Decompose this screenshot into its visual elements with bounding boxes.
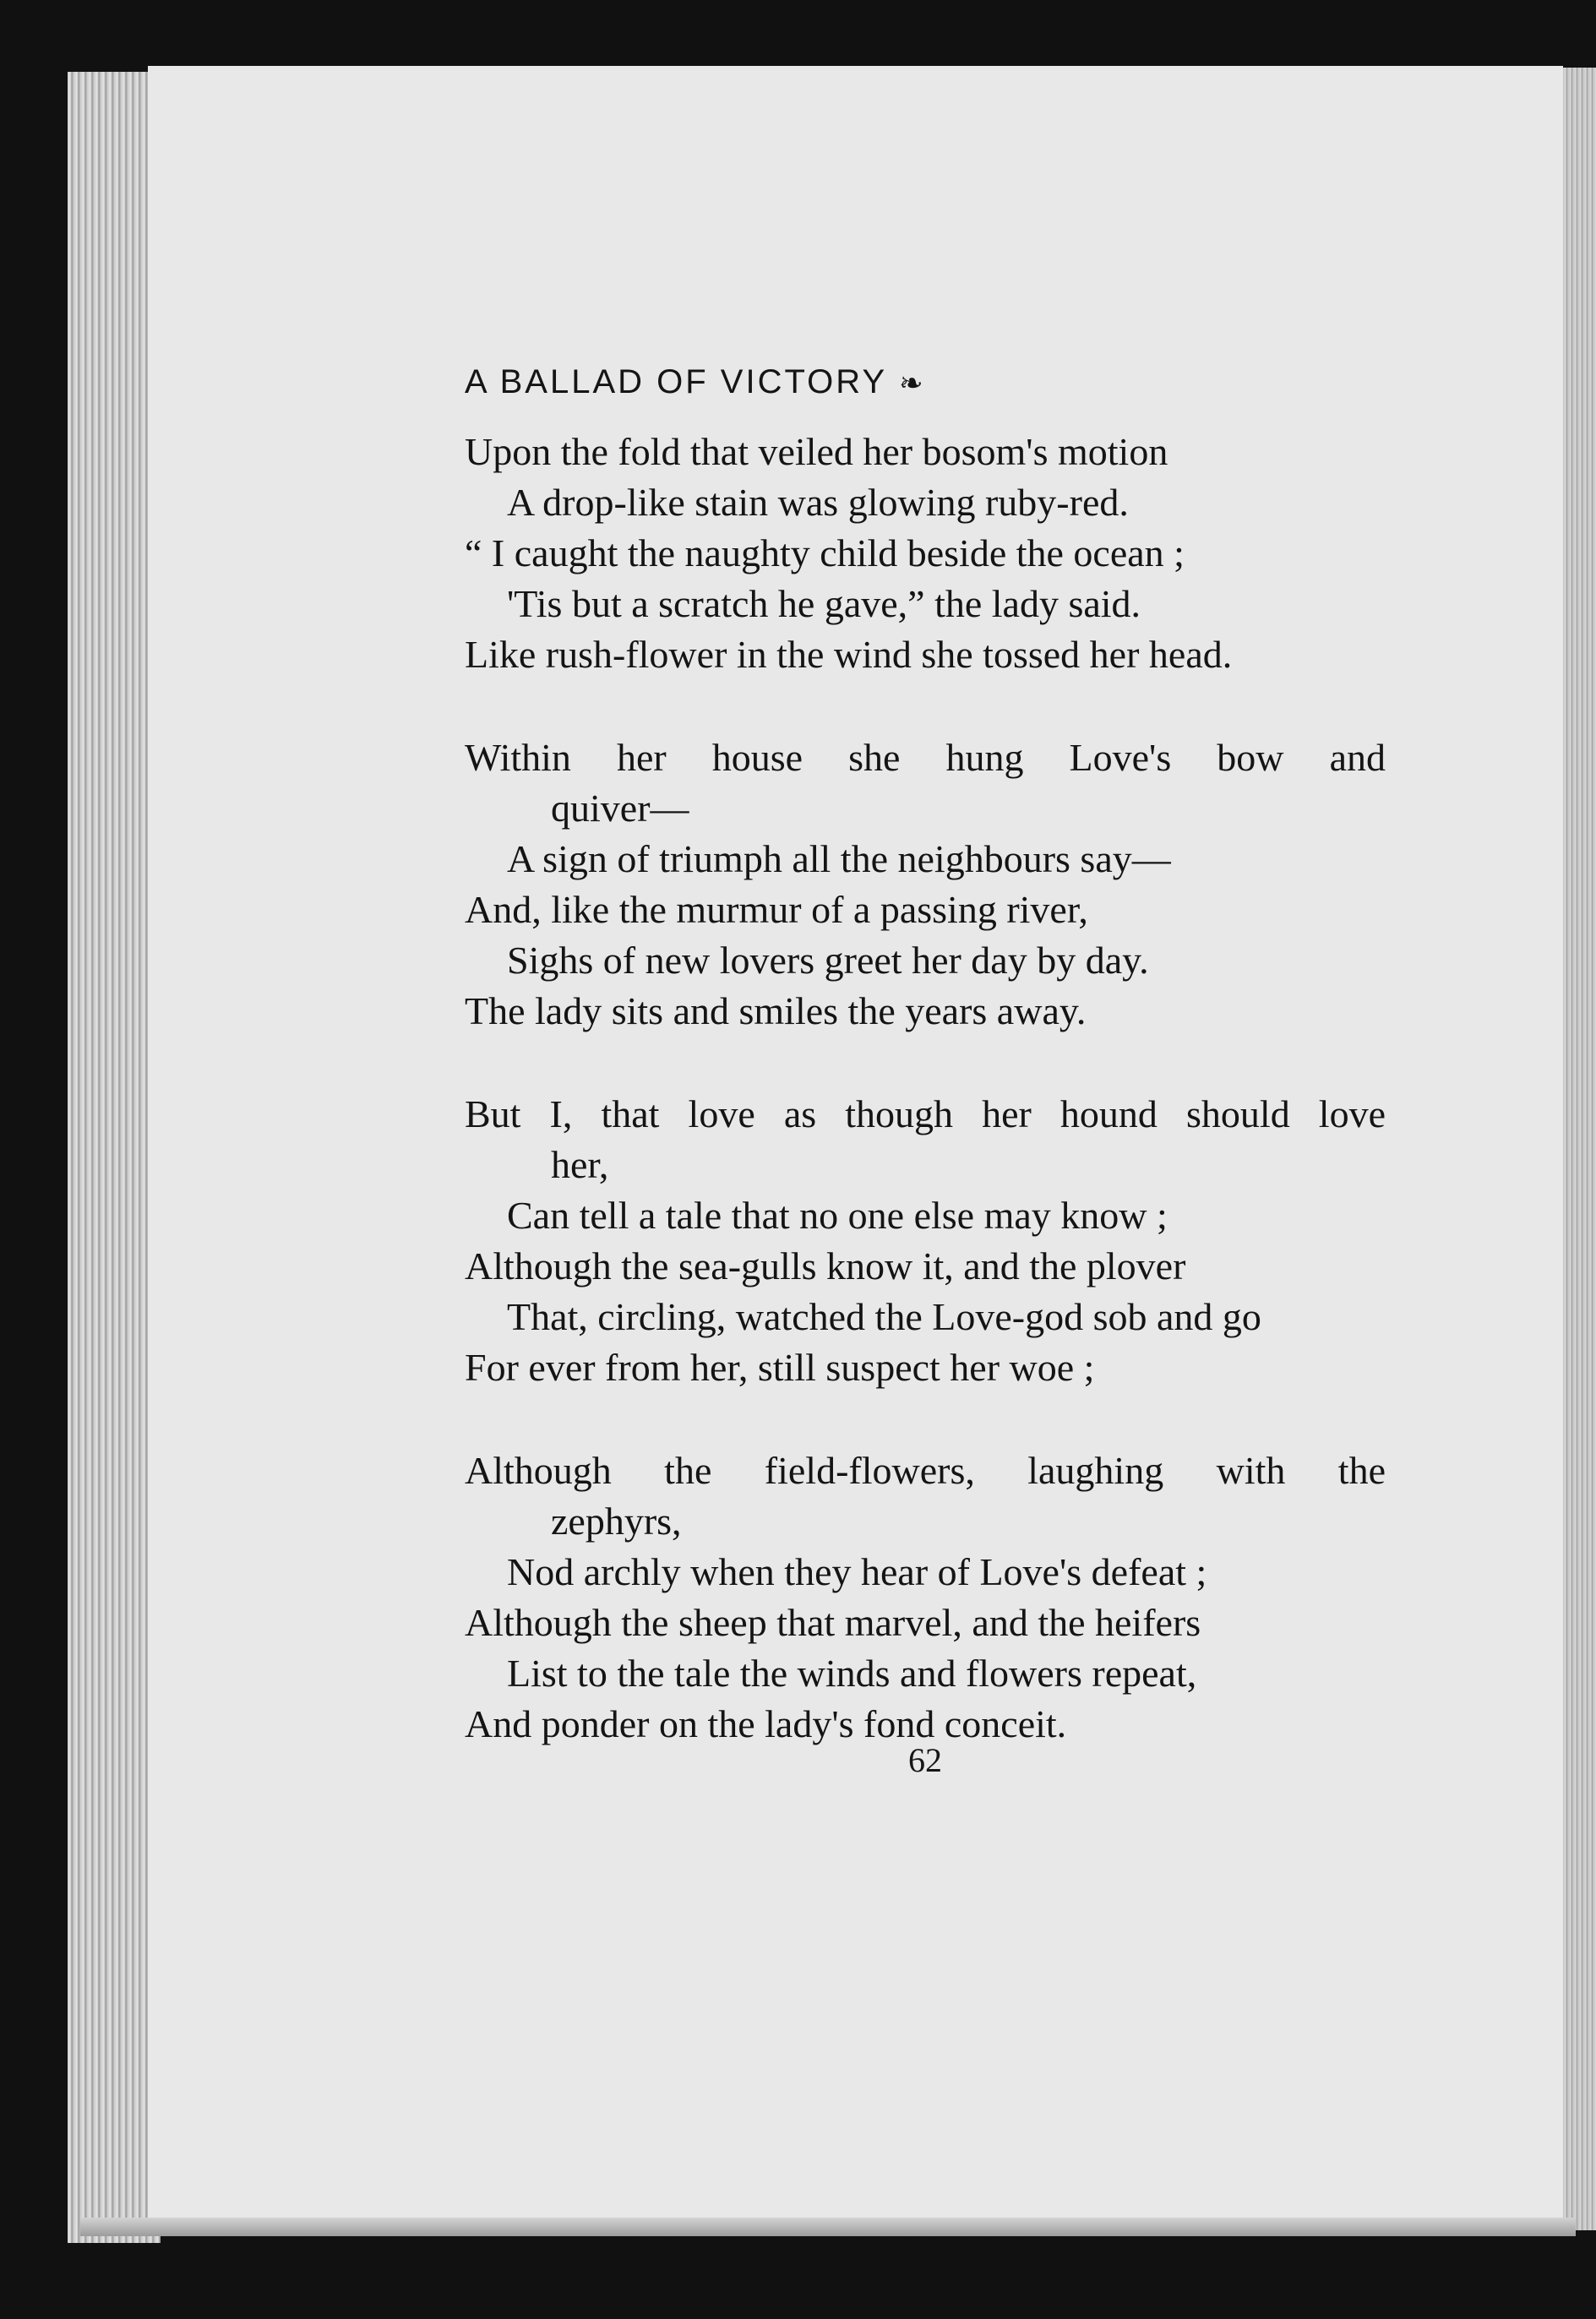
poem-line: Although the sea-gulls know it, and the plover [465,1244,1186,1287]
poem-line: Sighs of new lovers greet her day by day. [507,939,1149,982]
poem-line-turnover: zephyrs, [551,1500,682,1543]
poem-line: A sign of triumph all the neighbours say— [507,837,1171,880]
page-edges-bottom [80,2218,1576,2236]
poem-line: Within her house she hung Love's bow and [465,736,1386,779]
poem-line: The lady sits and smiles the years away. [465,989,1087,1032]
poem-line: Although the sheep that marvel, and the heifers [465,1601,1201,1644]
poem-line: List to the tale the winds and flowers repeat, [507,1652,1197,1695]
poem-line: 'Tis but a scratch he gave,” the lady said. [507,582,1141,625]
poem-line: And ponder on the lady's fond conceit. [465,1702,1067,1745]
stanza [465,732,1394,1037]
poem-line: For ever from her, still suspect her woe ; [465,1346,1095,1389]
poem-body [465,427,1394,1802]
poem-line: And, like the murmur of a passing river, [465,888,1088,931]
poem-line-turnover: her, [551,1143,609,1186]
fleuron-icon: ❧ [899,367,926,400]
poem-line: “ I caught the naughty child beside the ocean ; [465,531,1185,574]
poem-line: A drop-like stain was glowing ruby-red. [507,481,1129,524]
page-number: 62 [908,1741,942,1779]
page-edges-right [1562,68,1596,2230]
poem-line: But I, that love as though her hound should love [465,1092,1386,1135]
poem-line: Like rush-flower in the wind she tossed her head. [465,633,1233,676]
stanza [465,1445,1394,1750]
running-head [465,363,926,401]
poem-line: Although the field-flowers, laughing with the [465,1449,1386,1492]
page-edges-left [68,72,161,2243]
stanza [465,427,1394,680]
poem-line-turnover: quiver— [551,787,689,830]
poem-line: Nod archly when they hear of Love's defeat ; [507,1550,1207,1593]
stanza [465,1089,1394,1393]
running-head-title: A BALLAD OF VICTORY [465,363,888,400]
poem-line: Upon the fold that veiled her bosom's motion [465,430,1168,473]
poem-line: Can tell a tale that no one else may know ; [507,1194,1168,1237]
poem-line: That, circling, watched the Love-god sob and go [507,1295,1261,1338]
